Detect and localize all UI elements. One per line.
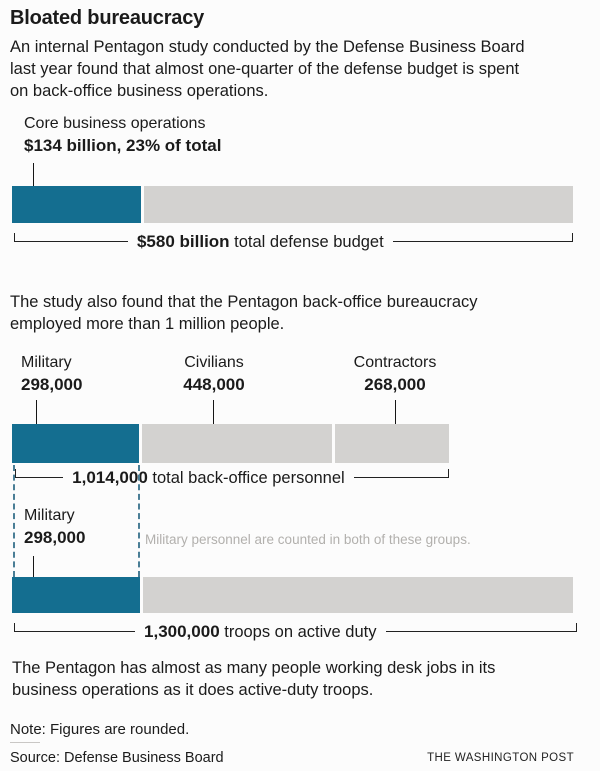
- bracket-line: [393, 241, 572, 242]
- double-count-note: Military personnel are counted in both of these groups.: [145, 532, 471, 547]
- active-duty-total-rest: troops on active duty: [219, 623, 377, 641]
- figures-note: Note: Figures are rounded.: [10, 721, 190, 738]
- dashed-connector-left: [13, 465, 15, 577]
- conclusion-paragraph: [12, 657, 587, 701]
- military-value: 298,000: [21, 375, 83, 394]
- bracket-line: [16, 477, 63, 478]
- active-duty-military-label: Military: [24, 507, 75, 524]
- active-duty-bar-other-segment: [143, 577, 573, 613]
- conclusion-line: business operations as it does active-duty troops.: [12, 681, 374, 699]
- budget-callout-label: Core business operations: [24, 115, 206, 132]
- civilians-value: 448,000: [183, 375, 245, 394]
- budget-total-bracket: [14, 232, 573, 251]
- budget-callout: [24, 113, 221, 157]
- bracket-tick: [576, 623, 577, 632]
- active-duty-military-value: 298,000: [24, 528, 86, 547]
- bracket-line: [15, 241, 128, 242]
- page-title: Bloated bureaucracy: [10, 7, 205, 29]
- budget-total-label: [128, 232, 393, 252]
- intro-line: on back-office business operations.: [10, 82, 269, 100]
- bracket-line: [354, 477, 448, 478]
- bracket-line: [15, 631, 135, 632]
- active-duty-callout: [24, 505, 85, 549]
- active-duty-bar: [12, 577, 573, 613]
- budget-bar-core-segment: [12, 186, 141, 223]
- dashed-connector-right: [138, 465, 140, 577]
- civilians-label: Civilians: [184, 354, 244, 371]
- personnel-intro-paragraph: [10, 291, 590, 335]
- military-label: Military: [21, 354, 72, 371]
- contractors-value: 268,000: [364, 375, 426, 394]
- budget-bar-remainder-segment: [144, 186, 573, 223]
- personnel-total-bracket: [15, 468, 449, 487]
- active-duty-total-label: [135, 622, 385, 642]
- personnel-bar: [12, 424, 449, 463]
- budget-total-rest: total defense budget: [229, 233, 384, 251]
- source-credit: Source: Defense Business Board: [10, 750, 224, 766]
- footer-divider: [10, 742, 40, 743]
- active-duty-bar-military-segment: [12, 577, 140, 613]
- personnel-intro-line: employed more than 1 million people.: [10, 315, 285, 333]
- military-label-group: [21, 352, 82, 396]
- bracket-tick: [448, 469, 449, 478]
- personnel-bar-civilians-segment: [142, 424, 332, 463]
- conclusion-line: The Pentagon has almost as many people working desk jobs in its: [12, 659, 496, 677]
- active-duty-total-bold: 1,300,000: [144, 622, 220, 641]
- personnel-total-rest: total back-office personnel: [147, 469, 345, 487]
- bracket-line: [386, 631, 577, 632]
- budget-bar: [12, 186, 573, 223]
- budget-total-bold: $580 billion: [136, 232, 230, 251]
- intro-line: last year found that almost one-quarter of the defense budget is spent: [10, 60, 520, 78]
- personnel-total-label: [63, 468, 354, 488]
- budget-callout-value: $134 billion, 23% of total: [24, 136, 222, 155]
- bracket-tick: [572, 233, 573, 242]
- personnel-intro-line: The study also found that the Pentagon back-office bureaucracy: [10, 293, 478, 311]
- contractors-label-group: [325, 352, 465, 396]
- personnel-total-bold: 1,014,000: [72, 468, 148, 487]
- personnel-bar-military-segment: [12, 424, 139, 463]
- civilians-label-group: [144, 352, 284, 396]
- active-duty-total-bracket: [14, 622, 577, 641]
- personnel-bar-contractors-segment: [335, 424, 449, 463]
- intro-line: An internal Pentagon study conducted by the Defense Business Board: [10, 38, 525, 56]
- intro-paragraph: [10, 36, 594, 102]
- contractors-label: Contractors: [353, 354, 437, 371]
- publisher-credit: THE WASHINGTON POST: [427, 752, 574, 764]
